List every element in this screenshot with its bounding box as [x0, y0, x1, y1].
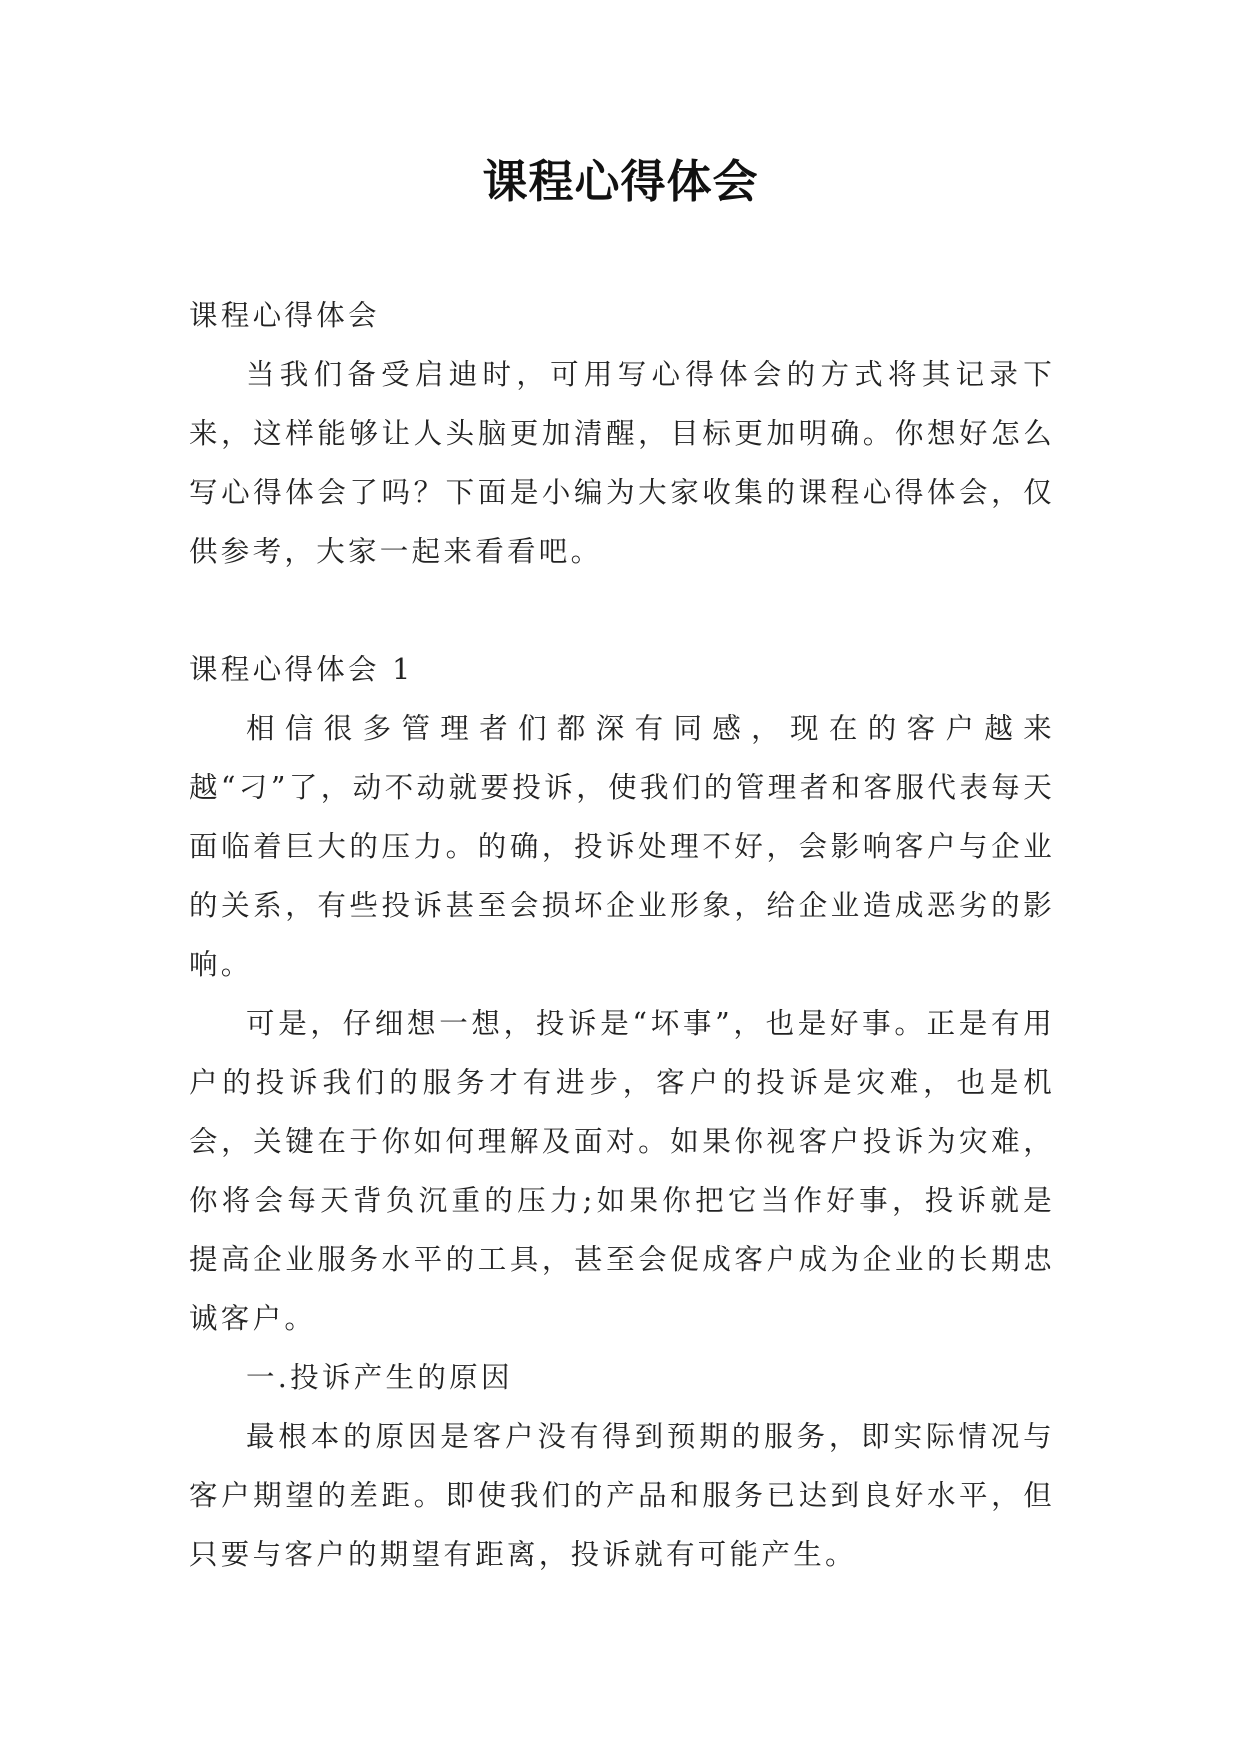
section-spacer [189, 581, 1055, 640]
body-paragraph-3: 最根本的原因是客户没有得到预期的服务，即实际情况与客户期望的差距。即使我们的产品和服务已达到良好水平，但只要与客户的期望有距离，投诉就有可能产生。 [189, 1420, 1055, 1571]
body-paragraph-2: 可是，仔细想一想，投诉是“坏事”，也是好事。正是有用户的投诉我们的服务才有进步，客户的投诉是灾难，也是机会，关键在于你如何理解及面对。如果你视客户投诉为灾难，你将会每天背负沉重的压力;如果你把它当作好事，投诉就是提高企业服务水平的工具，甚至会促成客户成为企业的长期忠诚客户。 [189, 1007, 1055, 1335]
section-heading: 课程心得体会 1 [189, 653, 414, 686]
intro-paragraph: 当我们备受启迪时，可用写心得体会的方式将其记录下来，这样能够让人头脑更加清醒，目标更加明确。你想好怎么写心得体会了吗？下面是小编为大家收集的课程心得体会，仅供参考，大家一起来看看吧。 [189, 358, 1055, 568]
intro-heading: 课程心得体会 [189, 299, 380, 332]
body-paragraph-1: 相信很多管理者们都深有同感，现在的客户越来越“刁”了，动不动就要投诉，使我们的管理者和客服代表每天面临着巨大的压力。的确，投诉处理不好，会影响客户与企业的关系，有些投诉甚至会损坏企业形象，给企业造成恶劣的影响。 [189, 712, 1055, 981]
document-title: 课程心得体会 [482, 155, 759, 208]
document-body [189, 286, 1055, 1584]
subsection-heading: 一.投诉产生的原因 [246, 1361, 513, 1394]
